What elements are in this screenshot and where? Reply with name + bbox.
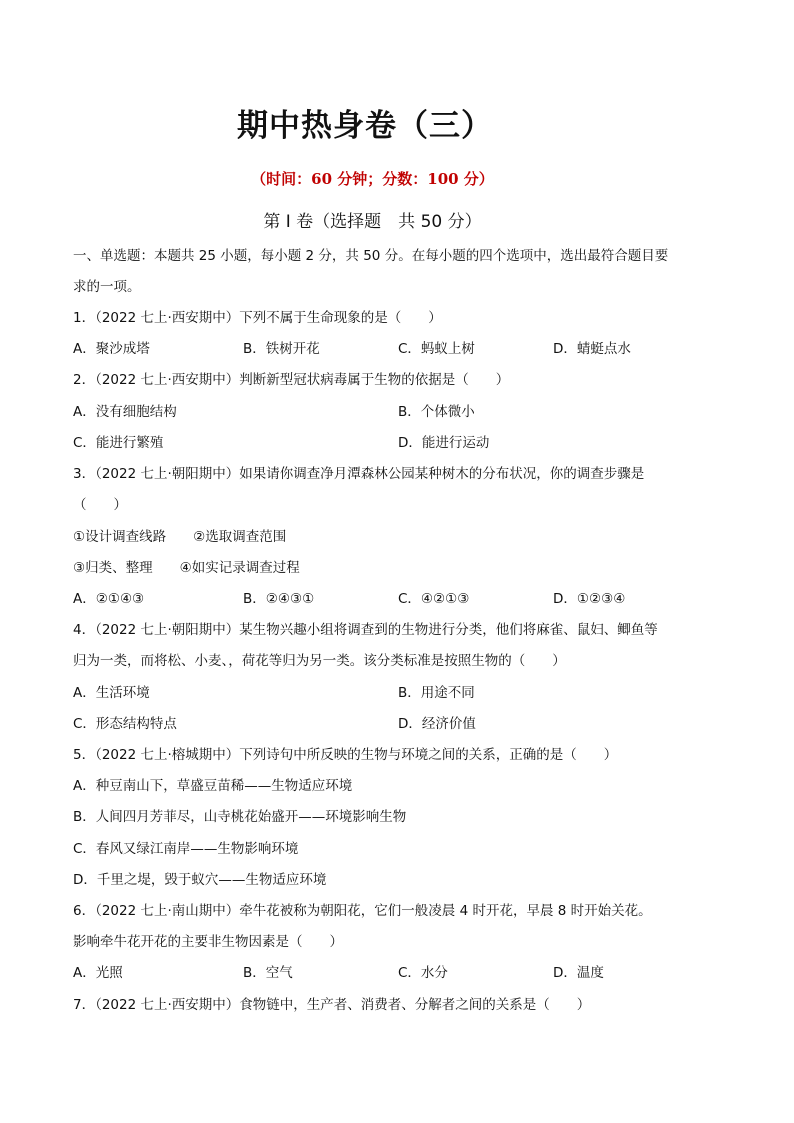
question-6-stem-cont: 影响牵牛花开花的主要非生物因素是（ ） (73, 934, 343, 950)
q3-option-c: C．④②①③ (398, 591, 470, 607)
page-title: 期中热身卷（三） (237, 108, 493, 144)
q4-option-c: C．形态结构特点 (73, 716, 177, 732)
q1-option-c: C．蚂蚁上树 (398, 341, 475, 357)
q5-option-b: B．人间四月芳菲尽，山寺桃花始盛开——环境影响生物 (73, 809, 407, 825)
q3-option-a: A．②①④③ (73, 591, 145, 607)
q5-option-d: D．千里之堤，毁于蚁穴——生物适应环境 (73, 872, 327, 888)
q3-option-d: D．①②③④ (553, 591, 626, 607)
q2-option-b: B．个体微小 (398, 404, 475, 420)
q5-option-c: C．春风又绿江南岸——生物影响环境 (73, 841, 299, 857)
section-heading: 第 I 卷（选择题 共 50 分） (263, 212, 482, 232)
q6-option-c: C．水分 (398, 965, 448, 981)
question-2-stem: 2．（2022 七上·西安期中）判断新型冠状病毒属于生物的依据是（ ） (73, 372, 510, 388)
exam-meta: （时间：60 分钟；分数：100 分） (251, 170, 494, 188)
q1-option-a: A．聚沙成塔 (73, 341, 150, 357)
question-4-stem: 4．（2022 七上·朝阳期中）某生物兴趣小组将调查到的生物进行分类，他们将麻雀、鼠妇、鲫鱼等 (73, 622, 658, 638)
question-6-stem: 6．（2022 七上·南山期中）牵牛花被称为朝阳花，它们一般凌晨 4 时开花，早晨 8 时开始关花。 (73, 903, 652, 919)
q6-option-d: D．温度 (553, 965, 604, 981)
question-4-stem-cont: 归为一类，而将松、小麦、，荷花等归为另一类。该分类标准是按照生物的（ ） (73, 653, 566, 669)
q6-option-b: B．空气 (243, 965, 293, 981)
question-7-stem: 7．（2022 七上·西安期中）食物链中，生产者、消费者、分解者之间的关系是（ ） (73, 997, 591, 1013)
q4-option-a: A．生活环境 (73, 685, 150, 701)
instructions-line: 求的一项。 (73, 279, 141, 295)
q4-option-d: D．经济价值 (398, 716, 476, 732)
instructions-line: 一、单选题：本题共 25 小题，每小题 2 分，共 50 分。在每小题的四个选项中，选出最符合题目要 (73, 248, 669, 264)
q1-option-b: B．铁树开花 (243, 341, 320, 357)
q2-option-d: D．能进行运动 (398, 435, 490, 451)
q3-option-b: B．②④③① (243, 591, 315, 607)
q1-option-d: D．蜻蜓点水 (553, 341, 631, 357)
q2-option-a: A．没有细胞结构 (73, 404, 177, 420)
q3-steps-line: ③归类、整理 ④如实记录调查过程 (73, 560, 300, 576)
question-3-stem: 3．（2022 七上·朝阳期中）如果请你调查净月潭森林公园某种树木的分布状况，你的调查步骤是 (73, 466, 645, 482)
q5-option-a: A．种豆南山下，草盛豆苗稀——生物适应环境 (73, 778, 353, 794)
question-3-stem-cont: （ ） (73, 497, 127, 513)
question-1-stem: 1．（2022 七上·西安期中）下列不属于生命现象的是（ ） (73, 310, 442, 326)
q3-steps-line: ①设计调查线路 ②选取调查范围 (73, 529, 287, 545)
question-5-stem: 5．（2022 七上·榕城期中）下列诗句中所反映的生物与环境之间的关系，正确的是（ ） (73, 747, 618, 763)
q6-option-a: A．光照 (73, 965, 123, 981)
q2-option-c: C．能进行繁殖 (73, 435, 164, 451)
q4-option-b: B．用途不同 (398, 685, 475, 701)
